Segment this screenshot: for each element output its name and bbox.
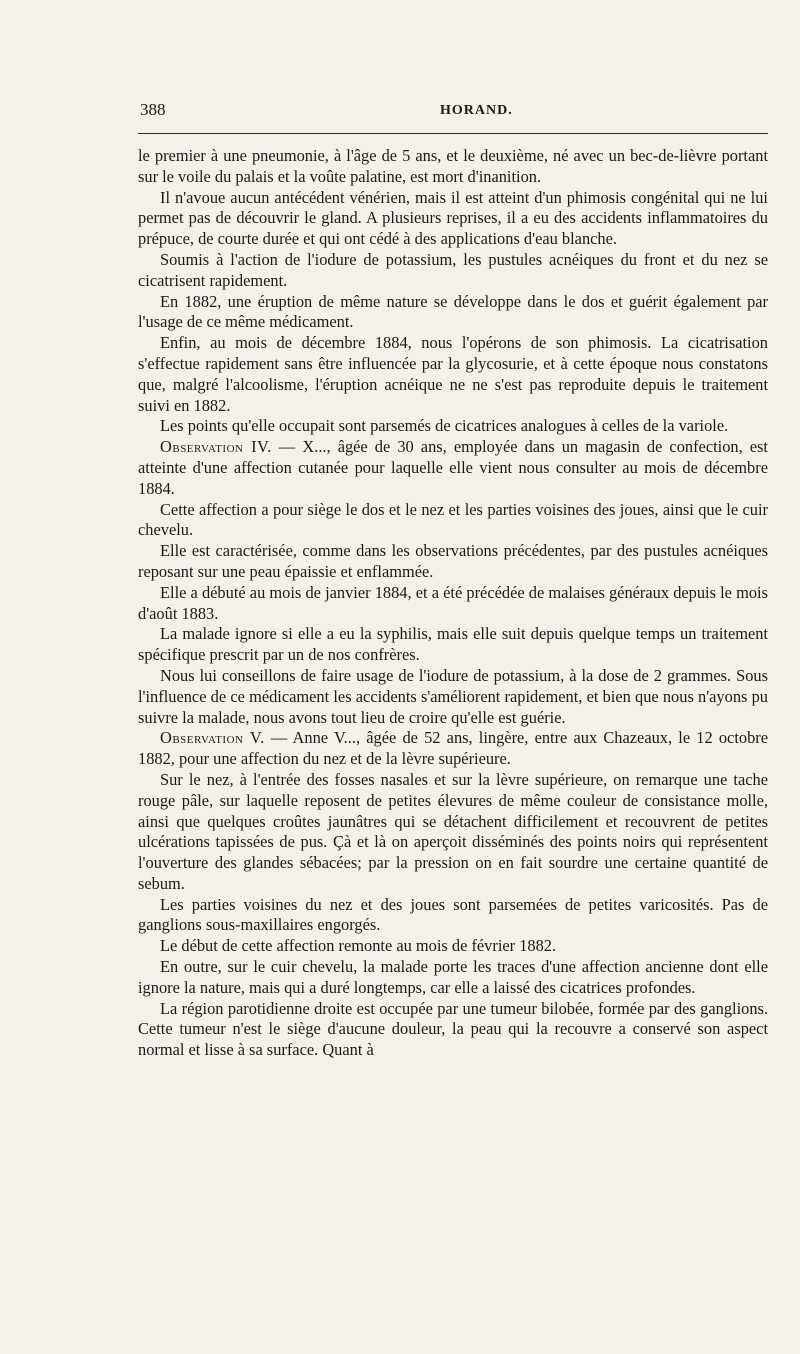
paragraph-text: Cette affection a pour siège le dos et le nez et les parties voisines des joues, ainsi que le cuir chevelu. [138,499,768,540]
page-number: 388 [140,100,166,119]
paragraph-text: le premier à une pneumonie, à l'âge de 5 ans, et le deuxième, né avec un bec-de-lièvre portant sur le voile du palais et la voûte palatine, est mort d'inanition. [138,146,768,186]
paragraph-text: Il n'avoue aucun antécédent vénérien, mais il est atteint d'un phimosis congénital qui ne lui permet pas de découvrir le gland. A plusieurs reprises, il a eu des accidents inflammatoires du prépuce, de courte durée et qui ont cédé à des applications d'eau blanche. [138,187,768,249]
paragraph-text: Soumis à l'action de l'iodure de potassium, les pustules acnéiques du front et du nez se cicatrisent rapidement. [138,249,768,290]
paragraph [138,936,768,957]
paragraph-text: La région parotidienne droite est occupée par une tumeur bilobée, formée par des ganglions. Cette tumeur n'est le siège d'aucune douleur, la peau qui la recouvre a conservé son aspect normal et lisse à sa surface. Quant à [138,998,768,1060]
paragraph [138,770,768,895]
paragraph [138,957,768,999]
page-header [140,100,766,126]
paragraph-text: Les points qu'elle occupait sont parsemés de cicatrices analogues à celles de la variole. [160,416,729,436]
observation-label: Observation IV. [160,437,272,457]
paragraph [138,999,768,1061]
paragraph [138,292,768,334]
paragraph-text: Le début de cette affection remonte au mois de février 1882. [160,936,557,956]
body-text [138,146,768,1061]
observation-label: Observation V. [160,728,265,748]
paragraph-text: En outre, sur le cuir chevelu, la malade porte les traces d'une affection ancienne dont elle ignore la nature, mais qui a duré longtemps, car elle a laissé des cicatrices profondes. [138,957,768,997]
observation-paragraph [138,728,768,770]
paragraph-text: Enfin, au mois de décembre 1884, nous l'opérons de son phimosis. La cicatrisation s'effectue rapidement sans être influencée par la glycosurie, et à cette époque nous constatons que, malgré l'alcoolisme, l'éruption acnéique ne ne s'est pas reproduite depuis le traitement suivi en 1882. [138,333,768,415]
paragraph-text: Elle est caractérisée, comme dans les observations précédentes, par des pustules acnéiques reposant sur une peau épaissie et enflammée. [138,541,768,581]
paragraph [138,666,768,728]
paragraph-text: — X..., âgée de 30 ans, employée dans un magasin de confection, est atteinte d'une affection cutanée pour laquelle elle vient nous consulter au mois de décembre 1884. [138,437,768,498]
running-head: HORAND. [440,103,513,118]
paragraph [138,500,768,542]
paragraph-text: Nous lui conseillons de faire usage de l'iodure de potassium, à la dose de 2 grammes. Sous l'influence de ce médicament les accidents s'améliorent rapidement, et bien que nous n'ayons pu suivre la malade, nous avons tout lieu de croire qu'elle est guérie. [138,665,768,727]
paragraph [138,541,768,583]
paragraph [138,416,768,437]
paragraph [138,583,768,625]
paragraph [138,250,768,292]
paragraph [138,895,768,937]
paragraph [138,333,768,416]
paragraph-text: La malade ignore si elle a eu la syphilis, mais elle suit depuis quelque temps un traitement spécifique prescrit par un de nos confrères. [138,624,768,665]
header-rule [138,133,768,134]
paragraph-text: Elle a débuté au mois de janvier 1884, et a été précédée de malaises généraux depuis le mois d'août 1883. [138,582,768,623]
paragraph-text: — Anne V..., âgée de 52 ans, lingère, entre aux Chazeaux, le 12 octobre 1882, pour une affection du nez et de la lèvre supérieure. [138,728,768,769]
paragraph [138,146,768,188]
observation-paragraph [138,437,768,499]
paragraph [138,624,768,666]
paragraph-text: En 1882, une éruption de même nature se développe dans le dos et guérit également par l'usage de ce même médicament. [138,291,768,332]
paragraph-text: Sur le nez, à l'entrée des fosses nasales et sur la lèvre supérieure, on remarque une tache rouge pâle, sur laquelle reposent de petites élevures de même couleur de consistance molle, ainsi que quelques croûtes jaunâtres qui se détachent difficilement et recouvrent de petites ulcérations tapissées de pus. Çà et là on aperçoit disséminés des points noirs qui représentent l'ouverture des glandes sébacées; par la pression on en fait sourdre une certaine quantité de sebum. [138,769,768,893]
paragraph-text: Les parties voisines du nez et des joues sont parsemées de petites varicosités. Pas de ganglions sous-maxillaires engorgés. [138,894,768,935]
paragraph [138,188,768,250]
